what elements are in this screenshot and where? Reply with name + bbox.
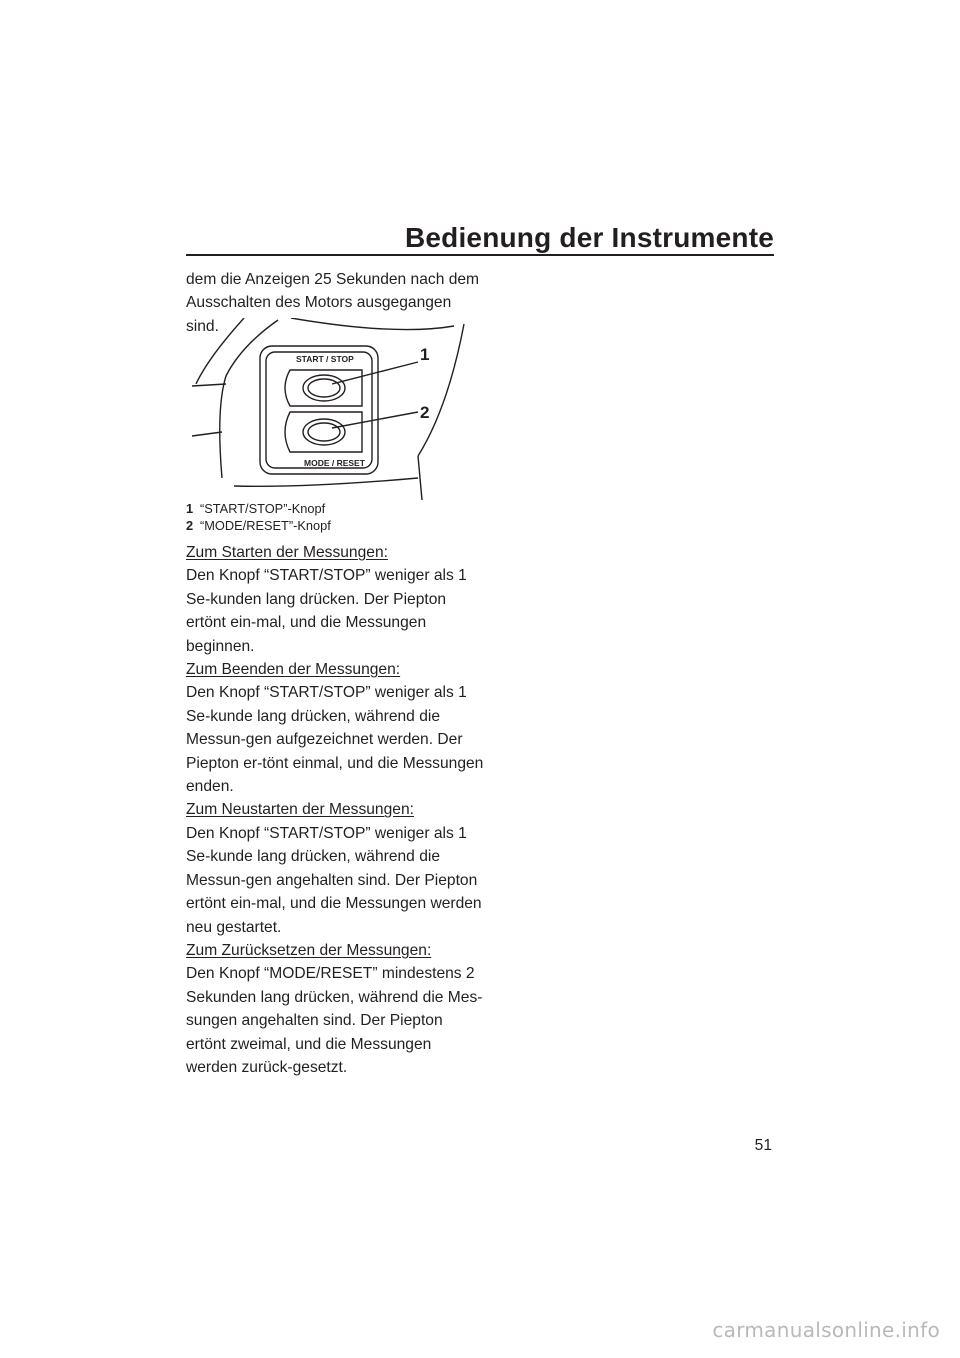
title-divider <box>186 254 774 256</box>
start-stop-panel-label: START / STOP <box>296 354 354 364</box>
section-heading-stop: Zum Beenden der Messungen: <box>186 661 401 679</box>
caption-text: “START/STOP”-Knopf <box>200 501 326 516</box>
callout-2: 2 <box>420 403 430 422</box>
section-heading-restart: Zum Neustarten der Messungen: <box>186 801 414 819</box>
caption-text: “MODE/RESET”-Knopf <box>200 518 331 533</box>
figure-captions <box>186 500 331 534</box>
intro-paragraph: dem die Anzeigen 25 Sekunden nach dem Ausschalten des Motors ausgegangen sind. <box>186 271 480 335</box>
caption-number: 2 <box>186 518 194 533</box>
button-panel-illustration <box>186 318 476 504</box>
caption-number: 1 <box>186 501 194 516</box>
watermark: carmanualsonline.info <box>712 1318 940 1342</box>
section-text-stop: Den Knopf “START/STOP” weniger als 1 Se-kunde lang drücken, während die Messun-gen aufgezeichnet werden. Der Piepton er-tönt einmal, und die Messungen enden. <box>186 684 484 796</box>
page-title: Bedienung der Instrumente <box>404 222 774 253</box>
page-number: 51 <box>754 1137 772 1154</box>
section-heading-reset: Zum Zurücksetzen der Messungen: <box>186 941 432 959</box>
section-heading-start: Zum Starten der Messungen: <box>186 544 388 561</box>
caption-row <box>186 517 331 534</box>
instructions <box>186 541 486 1079</box>
caption-row <box>186 500 331 517</box>
section-text-restart: Den Knopf “START/STOP” weniger als 1 Se-kunde lang drücken, während die Messun-gen angehalten sind. Der Piepton ertönt ein-mal, und die Messungen werden neu gestartet. <box>186 824 482 936</box>
mode-reset-panel-label: MODE / RESET <box>304 458 365 468</box>
section-text-start: Den Knopf “START/STOP” weniger als 1 Se-kunden lang drücken. Der Piepton ertönt ein-mal, und die Messungen beginnen. <box>186 567 467 655</box>
callout-1: 1 <box>420 345 430 364</box>
section-text-reset: Den Knopf “MODE/RESET” mindestens 2 Sekunden lang drücken, während die Mes-sungen angehalten sind. Der Piepton ertönt zweimal, und die Messungen werden zurück-gesetzt. <box>186 965 483 1076</box>
